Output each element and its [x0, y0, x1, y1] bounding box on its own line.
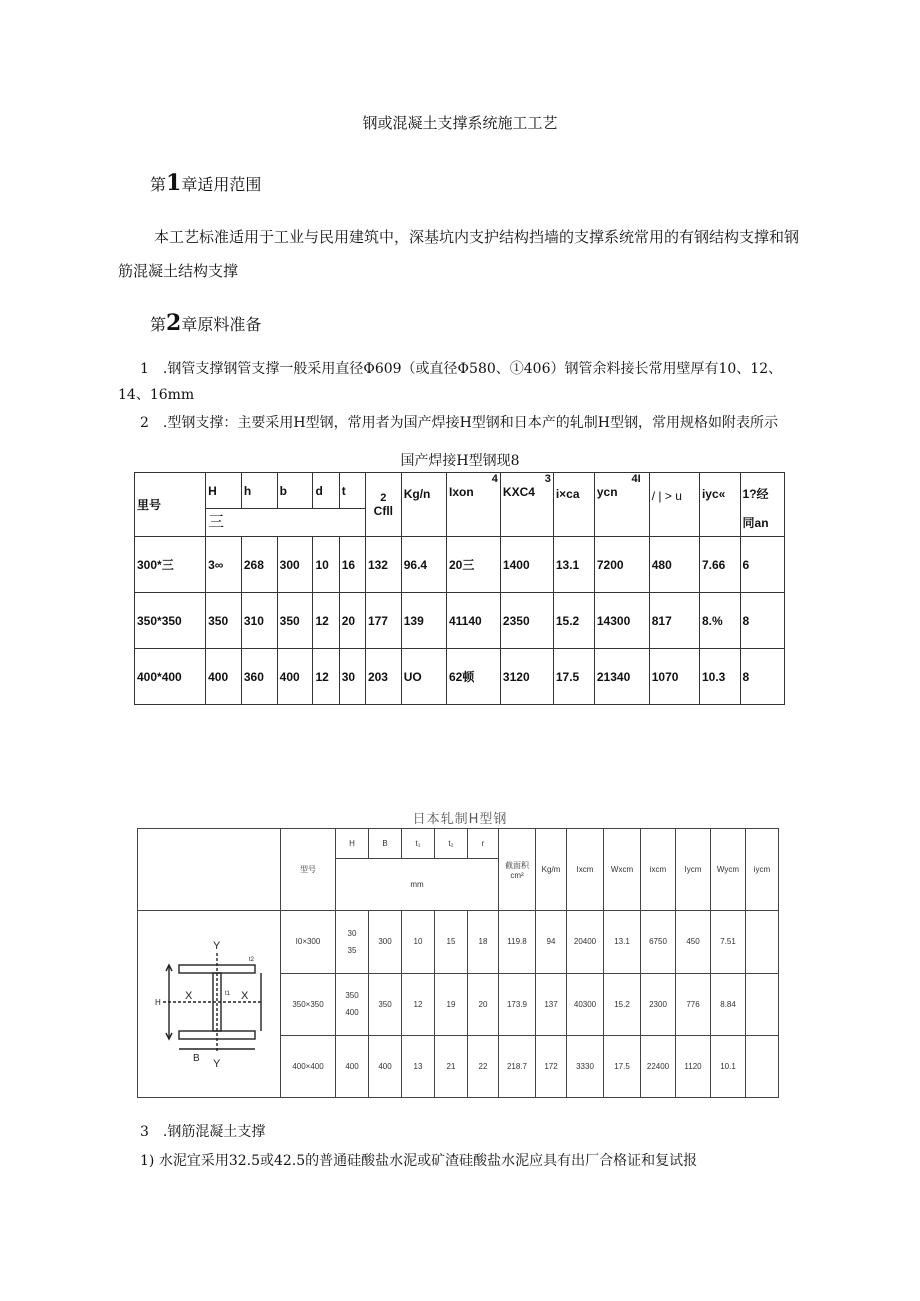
- table-row: Y Y X X B H t1 t2 I0×300 30 35 300 10 15 18 119.8 94 20400 13.1 6750 450 7.51: [138, 911, 779, 973]
- th-ixca: i×ca: [553, 473, 594, 537]
- th-iyc: iyc«: [699, 473, 740, 537]
- th-unit: mm: [336, 859, 499, 911]
- th-t: t: [339, 473, 365, 509]
- table-row: 350*350 350 310 350 12 20 177 139 41140 2350 15.2 14300 817 8.% 8: [135, 593, 785, 649]
- th-B: B: [369, 829, 402, 859]
- svg-text:B: B: [193, 1053, 200, 1065]
- doc-title: 钢或混凝土支撑系统施工工艺: [362, 114, 558, 132]
- th-d: d: [313, 473, 339, 509]
- th-kg: Kg/m: [536, 829, 567, 911]
- th-iycm2: iycm: [746, 829, 779, 911]
- th-H: H: [206, 473, 242, 509]
- th-area: 截面积 cm²: [499, 829, 536, 911]
- svg-text:X: X: [185, 990, 193, 1003]
- h-section-figure: [138, 911, 281, 1098]
- svg-text:Y: Y: [213, 940, 221, 953]
- th-ixon: 4 Ixon: [447, 473, 501, 537]
- svg-text:t1: t1: [225, 991, 231, 998]
- table-1-caption: 国产焊接H型钢现8: [400, 453, 520, 469]
- svg-text:t2: t2: [249, 957, 255, 964]
- th-last: 1?经 同an: [740, 473, 784, 537]
- th-area: 2 Cfll: [365, 473, 401, 537]
- table-row: 400*400 400 360 400 12 30 203 UO 62顿 3120 17.5 21340 1070 10.3 8: [135, 649, 785, 705]
- th-ycn: 4I ycn: [594, 473, 649, 537]
- table-row: 300*三 3∞ 268 300 10 16 132 96.4 20三 1400 13.1 7200 480 7.66 6: [135, 537, 785, 593]
- domestic-h-steel-table: [134, 472, 785, 705]
- item-1-steel-pipe: 1 .钢管支撑钢管支撑一般采用直径Φ609（或直径Φ580、①406）钢管余料接长常用壁厚有10、12、14、16mm: [118, 361, 783, 403]
- th-ixcm2: ixcm: [641, 829, 676, 911]
- th-r: r: [468, 829, 499, 859]
- th-wxcm: Wxcm: [604, 829, 641, 911]
- th-kxc: 3 KXC4: [500, 473, 553, 537]
- th-blank: [138, 829, 281, 911]
- chapter-1-paragraph: 本工艺标准适用于工业与民用建筑中，深基坑内支护结构挡墙的支撑系统常用的有钢结构支撑和钢筋混凝土结构支撑: [118, 228, 800, 280]
- th-model: 里号: [135, 473, 206, 537]
- th-h: h: [241, 473, 277, 509]
- svg-text:H: H: [155, 998, 161, 1008]
- item-3-1-cement: 1) 水泥宜采用32.5或42.5的普通硅酸盐水泥或矿渣硅酸盐水泥应具有出厂合格证和复试报: [140, 1153, 698, 1169]
- table-row: 350×350 350 400 350 12 19 20 173.9 137 40300 15.2 2300 776 8.84: [138, 973, 779, 1035]
- th-w: / | > u: [649, 473, 699, 537]
- th-H: H: [336, 829, 369, 859]
- item-3-rc-support: 3 .钢筋混凝土支撑: [140, 1124, 266, 1140]
- svg-text:X: X: [241, 990, 249, 1003]
- th-unit: 三: [206, 509, 366, 537]
- th-t1: t₁: [402, 829, 435, 859]
- japanese-h-steel-table: [137, 828, 779, 1098]
- th-model: 型号: [281, 829, 336, 911]
- h-section-diagram: [149, 933, 269, 1073]
- th-t2: t₂: [435, 829, 468, 859]
- chapter-1-heading: 第1章适用范围: [150, 170, 262, 196]
- th-iycm: Iycm: [676, 829, 711, 911]
- table-2-caption: 日本轧制H型钢: [412, 812, 508, 827]
- th-ixcm: Ixcm: [567, 829, 604, 911]
- table-row: 400×400 400 400 13 21 22 218.7 172 3330 17.5 22400 1120 10.1: [138, 1035, 779, 1097]
- th-b: b: [277, 473, 313, 509]
- chapter-2-heading: 第2章原料准备: [150, 310, 262, 336]
- th-kg: Kg/n: [401, 473, 446, 537]
- th-wycm: Wycm: [711, 829, 746, 911]
- svg-text:Y: Y: [213, 1058, 221, 1071]
- item-2-section-steel: 2 .型钢支撑：主要采用H型钢，常用者为国产焊接H型钢和日本产的轧制H型钢，常用规格如附表所示: [140, 415, 778, 431]
